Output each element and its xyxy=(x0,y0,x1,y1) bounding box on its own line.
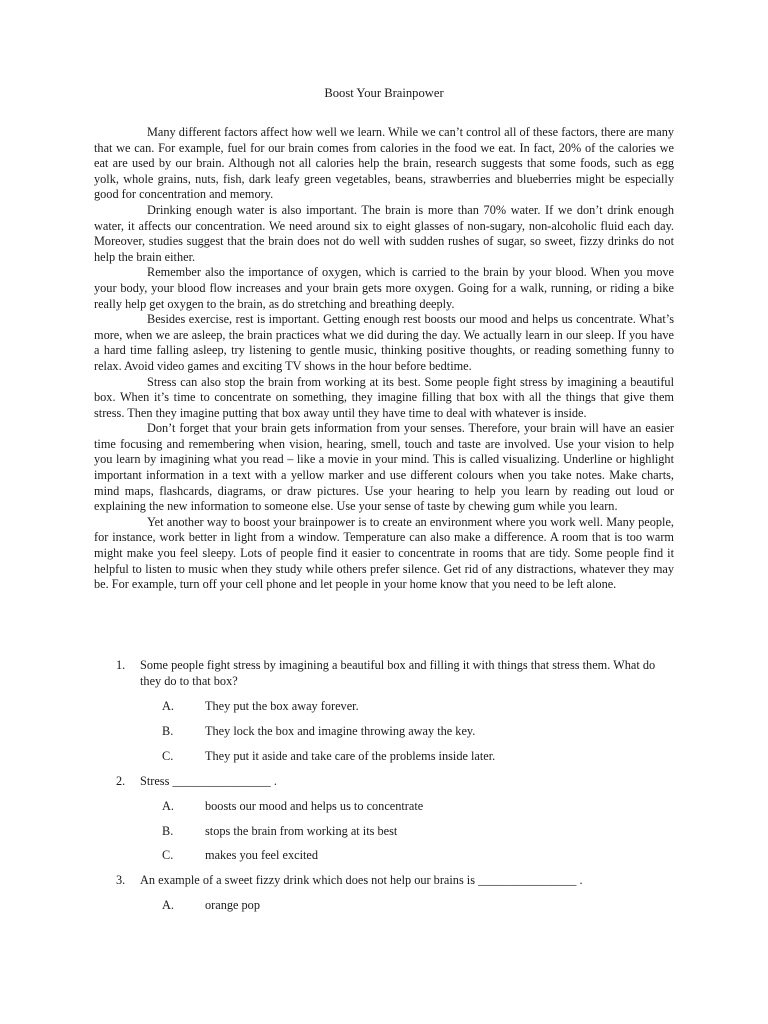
paragraph: Yet another way to boost your brainpower is to create an environment where you work well. Many people, for instance, work better in light from a window. Temperature can also make a difference. A room that is too warm might make you feel sleepy. Lots of people find it easier to concentrate in rooms that are tidy. Some people find it helpful to listen to music when they study while others prefer silence. Get rid of any distractions, whatever they may be. For example, turn off your cell phone and let people in your home know that you need to be left alone. xyxy=(94,514,674,592)
option-text: boosts our mood and helps us to concentrate xyxy=(205,798,424,813)
question-item xyxy=(94,658,674,689)
answer-option xyxy=(94,824,674,840)
option-text: They put the box away forever. xyxy=(205,698,359,713)
option-letter: A. xyxy=(162,898,174,913)
paragraph: Besides exercise, rest is important. Getting enough rest boosts our mood and helps us concentrate. What’s more, when we are asleep, the brain practices what we did during the day. We actually learn in our sleep. If you have a hard time falling asleep, try listening to gentle music, thinking positive thoughts, or reading something funny to relax. Avoid video games and exciting TV shows in the hour before bedtime. xyxy=(94,312,674,373)
answer-option xyxy=(94,699,674,715)
answer-option xyxy=(94,724,674,740)
option-letter: B. xyxy=(162,823,174,838)
paragraph: Drinking enough water is also important. The brain is more than 70% water. If we don’t drink enough water, it affects our concentration. We need around six to eight glasses of non-sugary, non-alcoholic fluid each day. Moreover, studies suggest that the brain does not do well with sudden rushes of sugar, so sweet, fizzy drinks do not help the brain either. xyxy=(94,202,674,264)
article-body xyxy=(94,125,674,593)
question-item xyxy=(94,774,674,790)
question-number: 1. xyxy=(116,658,126,672)
question-list xyxy=(94,658,674,914)
paragraph: Many different factors affect how well we learn. While we can’t control all of these factors, there are many that we can. For example, fuel for our brain comes from calories in the food we eat. In fact, 20% of the calories we eat are used by our brain. Although not all calories help the brain, research suggests that some foods, such as egg yolk, whole grains, nuts, fish, dark leafy green vegetables, beans, strawberries and blueberries might be especially good for concentration and memory. xyxy=(94,125,674,202)
paragraph: Don’t forget that your brain gets information from your senses. Therefore, your brain will have an easier time focusing and remembering when vision, hearing, smell, touch and taste are involved. Use your vision to help you learn by imagining what you read – like a movie in your mind. This is called visualizing. Underline or highlight important information in a text with a yellow marker and use different colours when you take notes. Make charts, mind maps, flashcards, diagrams, or draw pictures. Use your hearing to help you learn by reading out loud or explaining the new information to someone else. Use your sense of taste by chewing gum while you learn. xyxy=(94,421,674,514)
option-letter: C. xyxy=(162,848,174,863)
document-title: Boost Your Brainpower xyxy=(324,86,444,100)
question-stem: An example of a sweet fizzy drink which does not help our brains is ________________ . xyxy=(140,873,583,888)
answer-option xyxy=(94,799,674,815)
answer-option xyxy=(94,749,674,765)
question-item xyxy=(94,873,674,889)
option-letter: B. xyxy=(162,723,174,738)
answer-option xyxy=(94,898,674,914)
option-text: They put it aside and take care of the problems inside later. xyxy=(205,748,496,763)
question-stem: Some people fight stress by imagining a beautiful box and filling it with things that stress them. What do they do to that box? xyxy=(140,658,656,688)
option-text: stops the brain from working at its best xyxy=(205,823,398,838)
answer-option xyxy=(94,848,674,864)
option-letter: C. xyxy=(162,748,174,763)
question-number: 3. xyxy=(116,873,126,888)
option-text: makes you feel excited xyxy=(205,848,319,863)
question-number: 2. xyxy=(116,773,126,788)
option-letter: A. xyxy=(162,798,174,813)
paragraph: Remember also the importance of oxygen, which is carried to the brain by your blood. When you move your body, your blood flow increases and your brain gets more oxygen. Going for a walk, running, or riding a bike really help get oxygen to the brain, as do stretching and breathing deeply. xyxy=(94,265,674,311)
paragraph: Stress can also stop the brain from working at its best. Some people fight stress by imagining a beautiful box. When it’s time to concentrate on something, they imagine filling that box with all the things that give them stress. Then they imagine putting that box away until they have time to deal with whatever is inside. xyxy=(94,374,674,420)
question-stem: Stress ________________ . xyxy=(140,773,277,788)
option-text: They lock the box and imagine throwing away the key. xyxy=(205,723,476,738)
option-letter: A. xyxy=(162,698,174,713)
option-text: orange pop xyxy=(205,898,260,913)
